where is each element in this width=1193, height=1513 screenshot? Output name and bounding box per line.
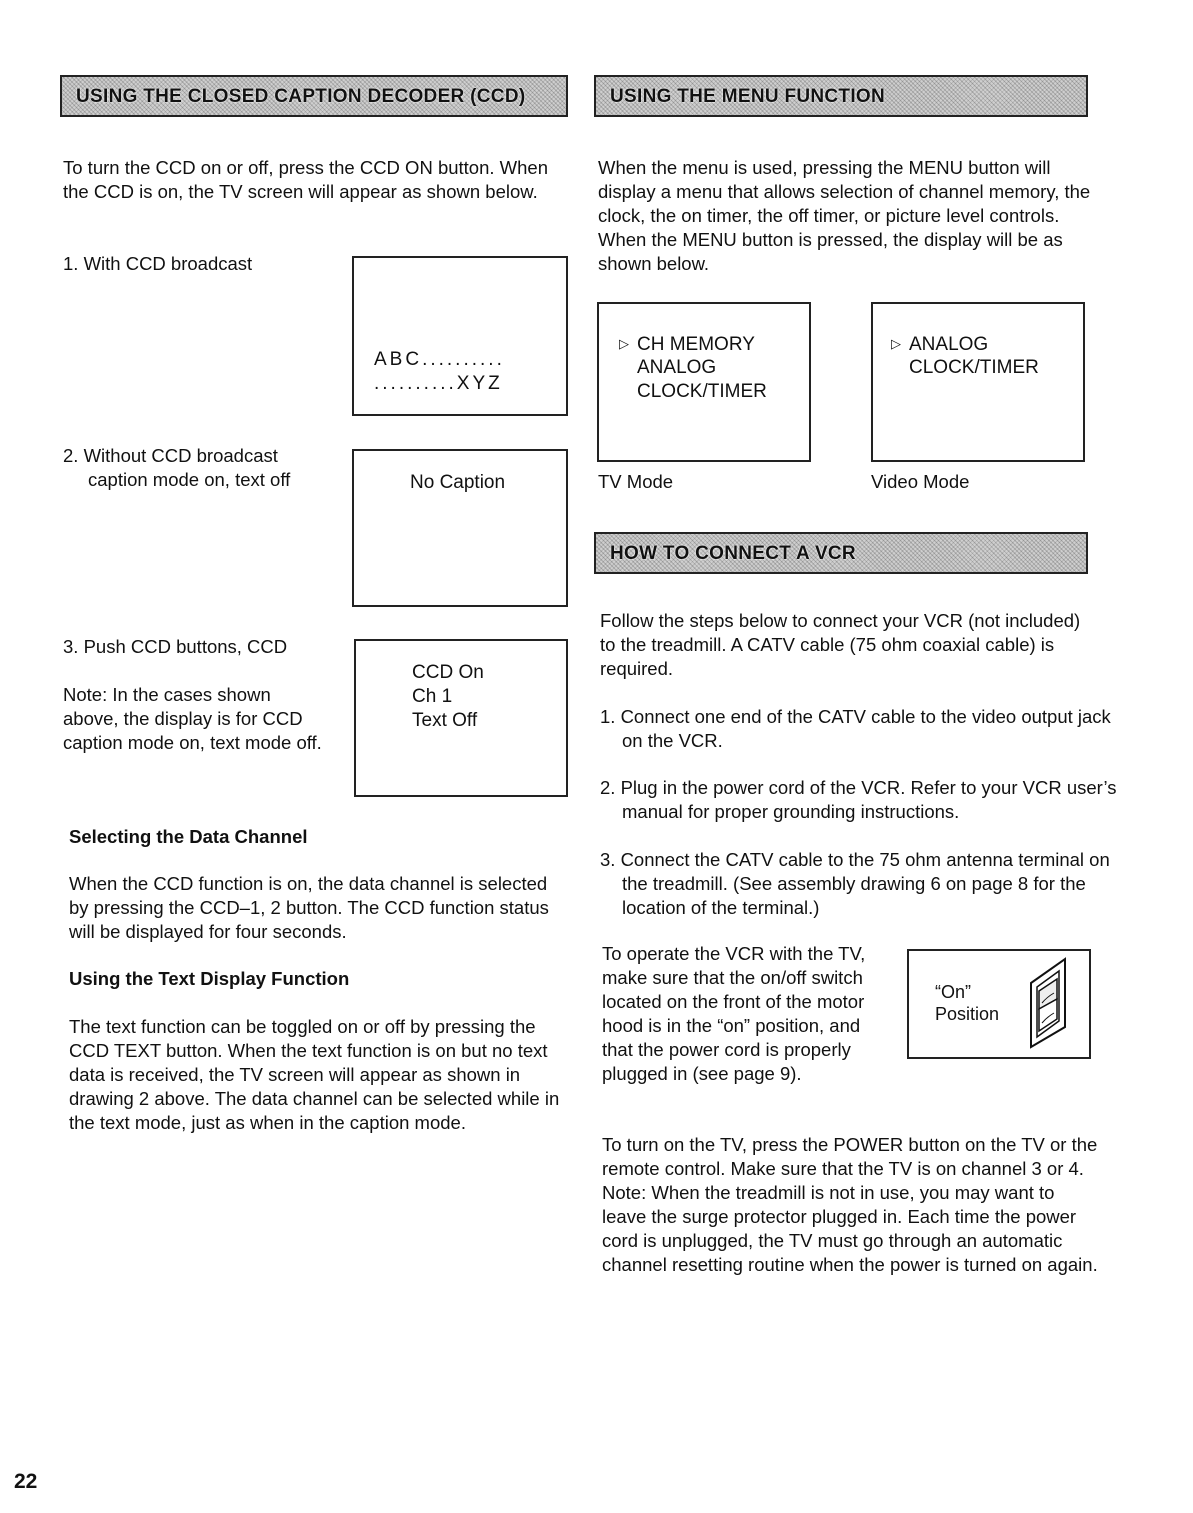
tv-screen-no-caption	[352, 449, 568, 607]
screen-line: No Caption	[410, 472, 506, 493]
ccd-note: Note: In the cases shown above, the display is for CCD caption mode on, text mode off.	[63, 684, 322, 753]
menu-item: CLOCK/TIMER	[637, 381, 767, 402]
ccd-section-banner	[60, 75, 568, 117]
rocker-switch-icon	[1027, 957, 1071, 1049]
ccd-item-1-label: 1. With CCD broadcast	[63, 253, 253, 274]
vcr-step-2: 2. Plug in the power cord of the VCR. Refer to your VCR user’s manual for proper grounding instructions.	[600, 777, 1117, 822]
banner-title: USING THE CLOSED CAPTION DECODER (CCD)	[76, 86, 526, 107]
vcr-step-3: 3. Connect the CATV cable to the 75 ohm antenna terminal on the treadmill. (See assembly drawing 6 on page 8 for the location of the terminal.)	[600, 849, 1110, 918]
menu-screen-tv-mode	[597, 302, 811, 462]
selector-arrow-icon: ▷	[619, 336, 629, 351]
ccd-intro: To turn the CCD on or off, press the CCD ON button. When the CCD is on, the TV screen will appear as shown below.	[63, 157, 548, 202]
figure-text: Position	[935, 1004, 1000, 1024]
menu-screen-video-mode	[871, 302, 1085, 462]
menu-item-selected	[891, 332, 988, 357]
label-line: caption mode on, text off	[88, 469, 291, 490]
banner-title: HOW TO CONNECT A VCR	[610, 543, 856, 564]
screen-line: ABC..........	[374, 349, 505, 370]
menu-item-label: CH MEMORY	[637, 334, 755, 355]
tv-mode-caption: TV Mode	[598, 471, 674, 492]
menu-section-banner	[594, 75, 1088, 117]
screen-line: Ch 1	[412, 686, 453, 707]
tv-screen-ccd-status	[354, 639, 568, 797]
menu-item-label: ANALOG	[909, 334, 989, 355]
vcr-step-1: 1. Connect one end of the CATV cable to the video output jack on the VCR.	[600, 706, 1111, 751]
on-position-figure	[907, 949, 1091, 1059]
menu-intro: When the menu is used, pressing the MENU button will display a menu that allows selection of channel memory, the clock, the on timer, the off timer, or picture level controls. When the MENU button is pressed, the display will be as shown below.	[598, 157, 1091, 274]
text-display-heading: Using the Text Display Function	[69, 968, 350, 989]
screen-line: CCD On	[412, 662, 484, 683]
on-position-label	[935, 981, 999, 1025]
menu-item-selected	[619, 332, 755, 357]
figure-text: “On”	[935, 982, 971, 1002]
vcr-intro: Follow the steps below to connect your VCR (not included) to the treadmill. A CATV cable (75 ohm coaxial cable) is required.	[600, 610, 1081, 679]
label-line: 2. Without CCD broadcast	[63, 445, 278, 466]
page-number: 22	[14, 1470, 38, 1493]
vcr-operate-text: To operate the VCR with the TV, make sure that the on/off switch located on the front of the motor hood is in the “on” position, and that the power cord is properly plugged in (see page 9).	[602, 943, 866, 1084]
menu-item: ANALOG	[637, 357, 717, 378]
tv-power-text: To turn on the TV, press the POWER button on the TV or the remote control. Make sure that the TV is on channel 3 or 4. Note: When the treadmill is not in use, you may want to leave the surge protector plugged in. Each time the power cord is unplugged, the TV must go through an automatic channel resetting routine when the power is turned on again.	[602, 1134, 1098, 1275]
data-channel-heading: Selecting the Data Channel	[69, 826, 308, 847]
tv-screen-with-ccd	[352, 256, 568, 416]
ccd-item-3-label: 3. Push CCD buttons, CCD	[63, 636, 288, 657]
ccd-item-2-label	[63, 444, 343, 492]
data-channel-body: When the CCD function is on, the data channel is selected by pressing the CCD–1, 2 button. The CCD function status will be displayed for four seconds.	[69, 873, 549, 942]
banner-title: USING THE MENU FUNCTION	[610, 86, 886, 107]
screen-line: Text Off	[412, 710, 478, 731]
text-display-body: The text function can be toggled on or off by pressing the CCD TEXT button. When the text function is on but no text data is received, the TV screen will appear as shown in drawing 2 above. The data channel can be selected while in the text mode, just as when in the caption mode.	[69, 1016, 560, 1133]
vcr-section-banner	[594, 532, 1088, 574]
video-mode-caption: Video Mode	[871, 471, 970, 492]
selector-arrow-icon: ▷	[891, 336, 901, 351]
screen-line: ..........XYZ	[374, 373, 503, 394]
menu-item: CLOCK/TIMER	[909, 357, 1039, 378]
